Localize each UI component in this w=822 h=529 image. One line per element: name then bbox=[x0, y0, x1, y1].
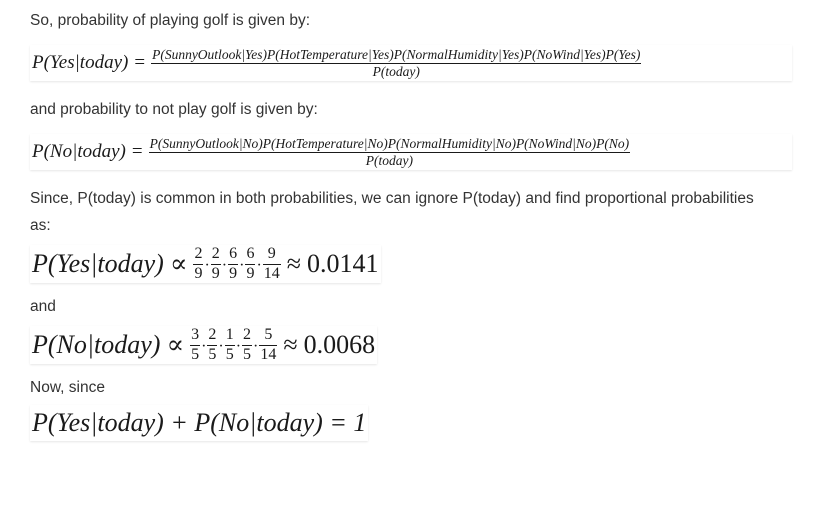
eq-no-fractions bbox=[190, 327, 277, 363]
multiply-dot: · bbox=[218, 338, 224, 355]
approx-symbol: ≈ bbox=[283, 330, 298, 359]
fraction-denominator: 5 bbox=[191, 346, 200, 363]
eq-yes-fractions bbox=[193, 246, 280, 282]
fraction bbox=[245, 246, 255, 282]
fraction-denominator: 5 bbox=[208, 346, 217, 363]
fraction-numerator: 6 bbox=[246, 245, 255, 262]
fraction-numerator: 5 bbox=[264, 326, 273, 343]
multiply-dot: · bbox=[201, 338, 207, 355]
proportional-symbol: ∝ bbox=[169, 249, 188, 278]
fraction-numerator: 2 bbox=[194, 245, 203, 262]
fraction bbox=[190, 327, 200, 363]
eq-yes-denominator: P(today) bbox=[372, 64, 420, 79]
now-since-text: Now, since bbox=[30, 379, 105, 396]
eq-yes-prop-result: 0.0141 bbox=[307, 249, 379, 278]
approx-symbol: ≈ bbox=[286, 249, 302, 278]
eq-no-prop-result: 0.0068 bbox=[303, 330, 376, 359]
eq-yes-prop-lhs: P(Yes|today) bbox=[32, 249, 164, 278]
equation-yes-proportional bbox=[30, 245, 381, 283]
proportional-symbol: ∝ bbox=[166, 330, 185, 359]
fraction-denominator: 14 bbox=[263, 265, 280, 282]
multiply-dot: · bbox=[256, 257, 262, 274]
eq-no-equals: = bbox=[131, 141, 143, 162]
multiply-dot: · bbox=[239, 257, 245, 274]
fraction-denominator: 9 bbox=[194, 265, 203, 282]
eq-yes-numerator: P(SunnyOutlook|Yes)P(HotTemperature|Yes)P(NormalHumidity|Yes)P(NoWind|Yes)P(Yes) bbox=[152, 46, 641, 62]
fraction-numerator: 9 bbox=[267, 245, 276, 262]
eq-no-numerator: P(SunnyOutlook|No)P(HotTemperature|No)P(NormalHumidity|No)P(NoWind|No)P(No) bbox=[149, 135, 630, 151]
since-line-1: Since, P(today) is common in both probabilities, we can ignore P(today) and find proportional probabilities bbox=[30, 190, 754, 207]
fraction bbox=[207, 327, 217, 363]
equation-no-proportional bbox=[30, 326, 377, 364]
multiply-dot: · bbox=[204, 257, 210, 274]
equation-sum bbox=[30, 405, 368, 441]
fraction bbox=[225, 327, 235, 363]
equation-yes-bayes bbox=[30, 45, 792, 81]
fraction-denominator: 5 bbox=[243, 346, 252, 363]
fraction-denominator: 9 bbox=[246, 265, 255, 282]
equation-no-bayes bbox=[30, 134, 792, 170]
eq-yes-equals: = bbox=[134, 52, 146, 73]
fraction-numerator: 1 bbox=[225, 326, 234, 343]
fraction-numerator: 6 bbox=[229, 245, 238, 262]
since-paragraph bbox=[30, 185, 800, 239]
fraction-denominator: 14 bbox=[260, 346, 277, 363]
eq-no-denominator: P(today) bbox=[365, 153, 413, 168]
fraction bbox=[211, 246, 221, 282]
multiply-dot: · bbox=[221, 257, 228, 274]
fraction bbox=[259, 327, 277, 363]
multiply-dot: · bbox=[235, 338, 242, 355]
fraction-denominator: 5 bbox=[225, 346, 234, 363]
eq-no-fraction bbox=[149, 137, 631, 168]
since-line-2: as: bbox=[30, 217, 51, 234]
fraction bbox=[242, 327, 252, 363]
fraction-numerator: 2 bbox=[211, 245, 220, 262]
fraction-denominator: 9 bbox=[211, 265, 220, 282]
fraction bbox=[228, 246, 238, 282]
intro-paragraph: So, probability of playing golf is given by: bbox=[30, 12, 311, 29]
eq-sum-text: P(Yes|today) + P(No|today) = 1 bbox=[32, 408, 367, 437]
eq-no-prop-lhs: P(No|today) bbox=[32, 330, 161, 359]
and-text: and bbox=[30, 298, 56, 315]
fraction bbox=[263, 246, 281, 282]
eq-yes-fraction bbox=[151, 48, 641, 79]
fraction bbox=[193, 246, 203, 282]
eq-no-lhs: P(No|today) bbox=[32, 141, 126, 162]
multiply-dot: · bbox=[253, 338, 259, 355]
fraction-denominator: 9 bbox=[229, 265, 238, 282]
fraction-numerator: 2 bbox=[243, 326, 252, 343]
not-play-paragraph: and probability to not play golf is given by: bbox=[30, 101, 318, 118]
fraction-numerator: 2 bbox=[208, 326, 217, 343]
fraction-numerator: 3 bbox=[191, 326, 200, 343]
eq-yes-lhs: P(Yes|today) bbox=[32, 52, 129, 73]
